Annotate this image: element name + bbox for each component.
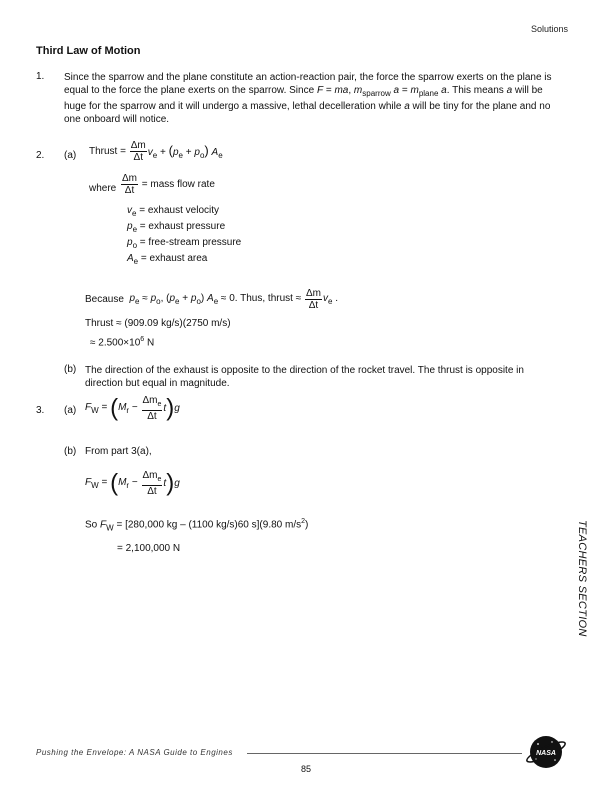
definition-list (127, 203, 241, 267)
nasa-logo-text: NASA (536, 750, 556, 757)
mass-flow-fraction: $\frac{\Delta m}{\Delta t}$ (130, 140, 146, 163)
definition-exhaust-pressure: $p_e$ = exhaust pressure (127, 221, 226, 234)
where-label: where (89, 183, 117, 194)
weight-equation-repeat: $F_W = (M_r$ − $\frac{\Delta m_e}{\Delta t}$ t)g (85, 469, 180, 497)
because-line: Because $p_e \approx p_o$, $(p_e + p_o) A_e \approx 0$. Thus, thrust ≈ $\frac{\Delta m}{\Delta t}$ $v_e$ . (85, 288, 339, 311)
footer-guide-title: Pushing the Envelope: A NASA Guide to Engines (36, 748, 233, 757)
q3-part-b-text: From part 3(a), (85, 446, 152, 457)
thrust-calculation: Thrust ≈ (909.09 kg/s)(2750 m/s) (85, 318, 231, 329)
teachers-section-label: TEACHERS SECTION (576, 520, 588, 637)
q3-part-b-label: (b) (64, 446, 77, 457)
q3-number: 3. (36, 405, 45, 416)
definition-exhaust-velocity: $v_e$ = exhaust velocity (127, 205, 219, 218)
q2-number: 2. (36, 150, 45, 161)
weight-equation: $F_W = (M_r$ − $\frac{\Delta m_e}{\Delta t}$ t)g (85, 394, 180, 422)
page-title: Third Law of Motion (36, 45, 141, 57)
weight-substitution: So $F_W = [280,000$ kg – (1100 kg/s)60 s](9.80 $m/s^2$) (85, 518, 309, 533)
definition-free-stream-pressure: $p_o$ = free-stream pressure (127, 237, 242, 250)
q2-part-b-label: (b) (64, 364, 77, 375)
q2-part-b-text: The direction of the exhaust is opposite to the direction of the rocket travel. The thrust is opposite in direction but equal in magnitude. (85, 365, 524, 389)
page-number: 85 (300, 764, 311, 774)
mass-flow-def: $\frac{\Delta m}{\Delta t}$ = mass flow rate (122, 173, 215, 196)
definition-exhaust-area: $A_e$ = exhaust area (127, 253, 208, 266)
thrust-equation: Thrust = $\frac{\Delta m}{\Delta t}$ $v_e + (p_e + p_o)$ $A_e$ (89, 140, 223, 163)
weight-result: = 2,100,000 N (117, 543, 181, 554)
footer-rule (247, 753, 522, 754)
section-header: Solutions (530, 24, 568, 34)
q2-part-a-label: (a) (64, 150, 77, 161)
thrust-result: ≈ $2.500\times 10^6$ N (90, 336, 155, 349)
q3-part-a-label: (a) (64, 405, 77, 416)
q1-number: 1. (36, 71, 45, 82)
q1-text: Since the sparrow and the plane constitute an action-reaction pair, the force the sparrow exerts on the plane is equal to the force the plane exerts on the sparrow. Since F = ma, $m_{sparrow}$ $a = m_{plane}$ a. This means a will be huge for the sparrow and it will undergo a massive, lethal decelleration while a will be tiny for the plane and no one onboard will notice. (64, 72, 552, 125)
